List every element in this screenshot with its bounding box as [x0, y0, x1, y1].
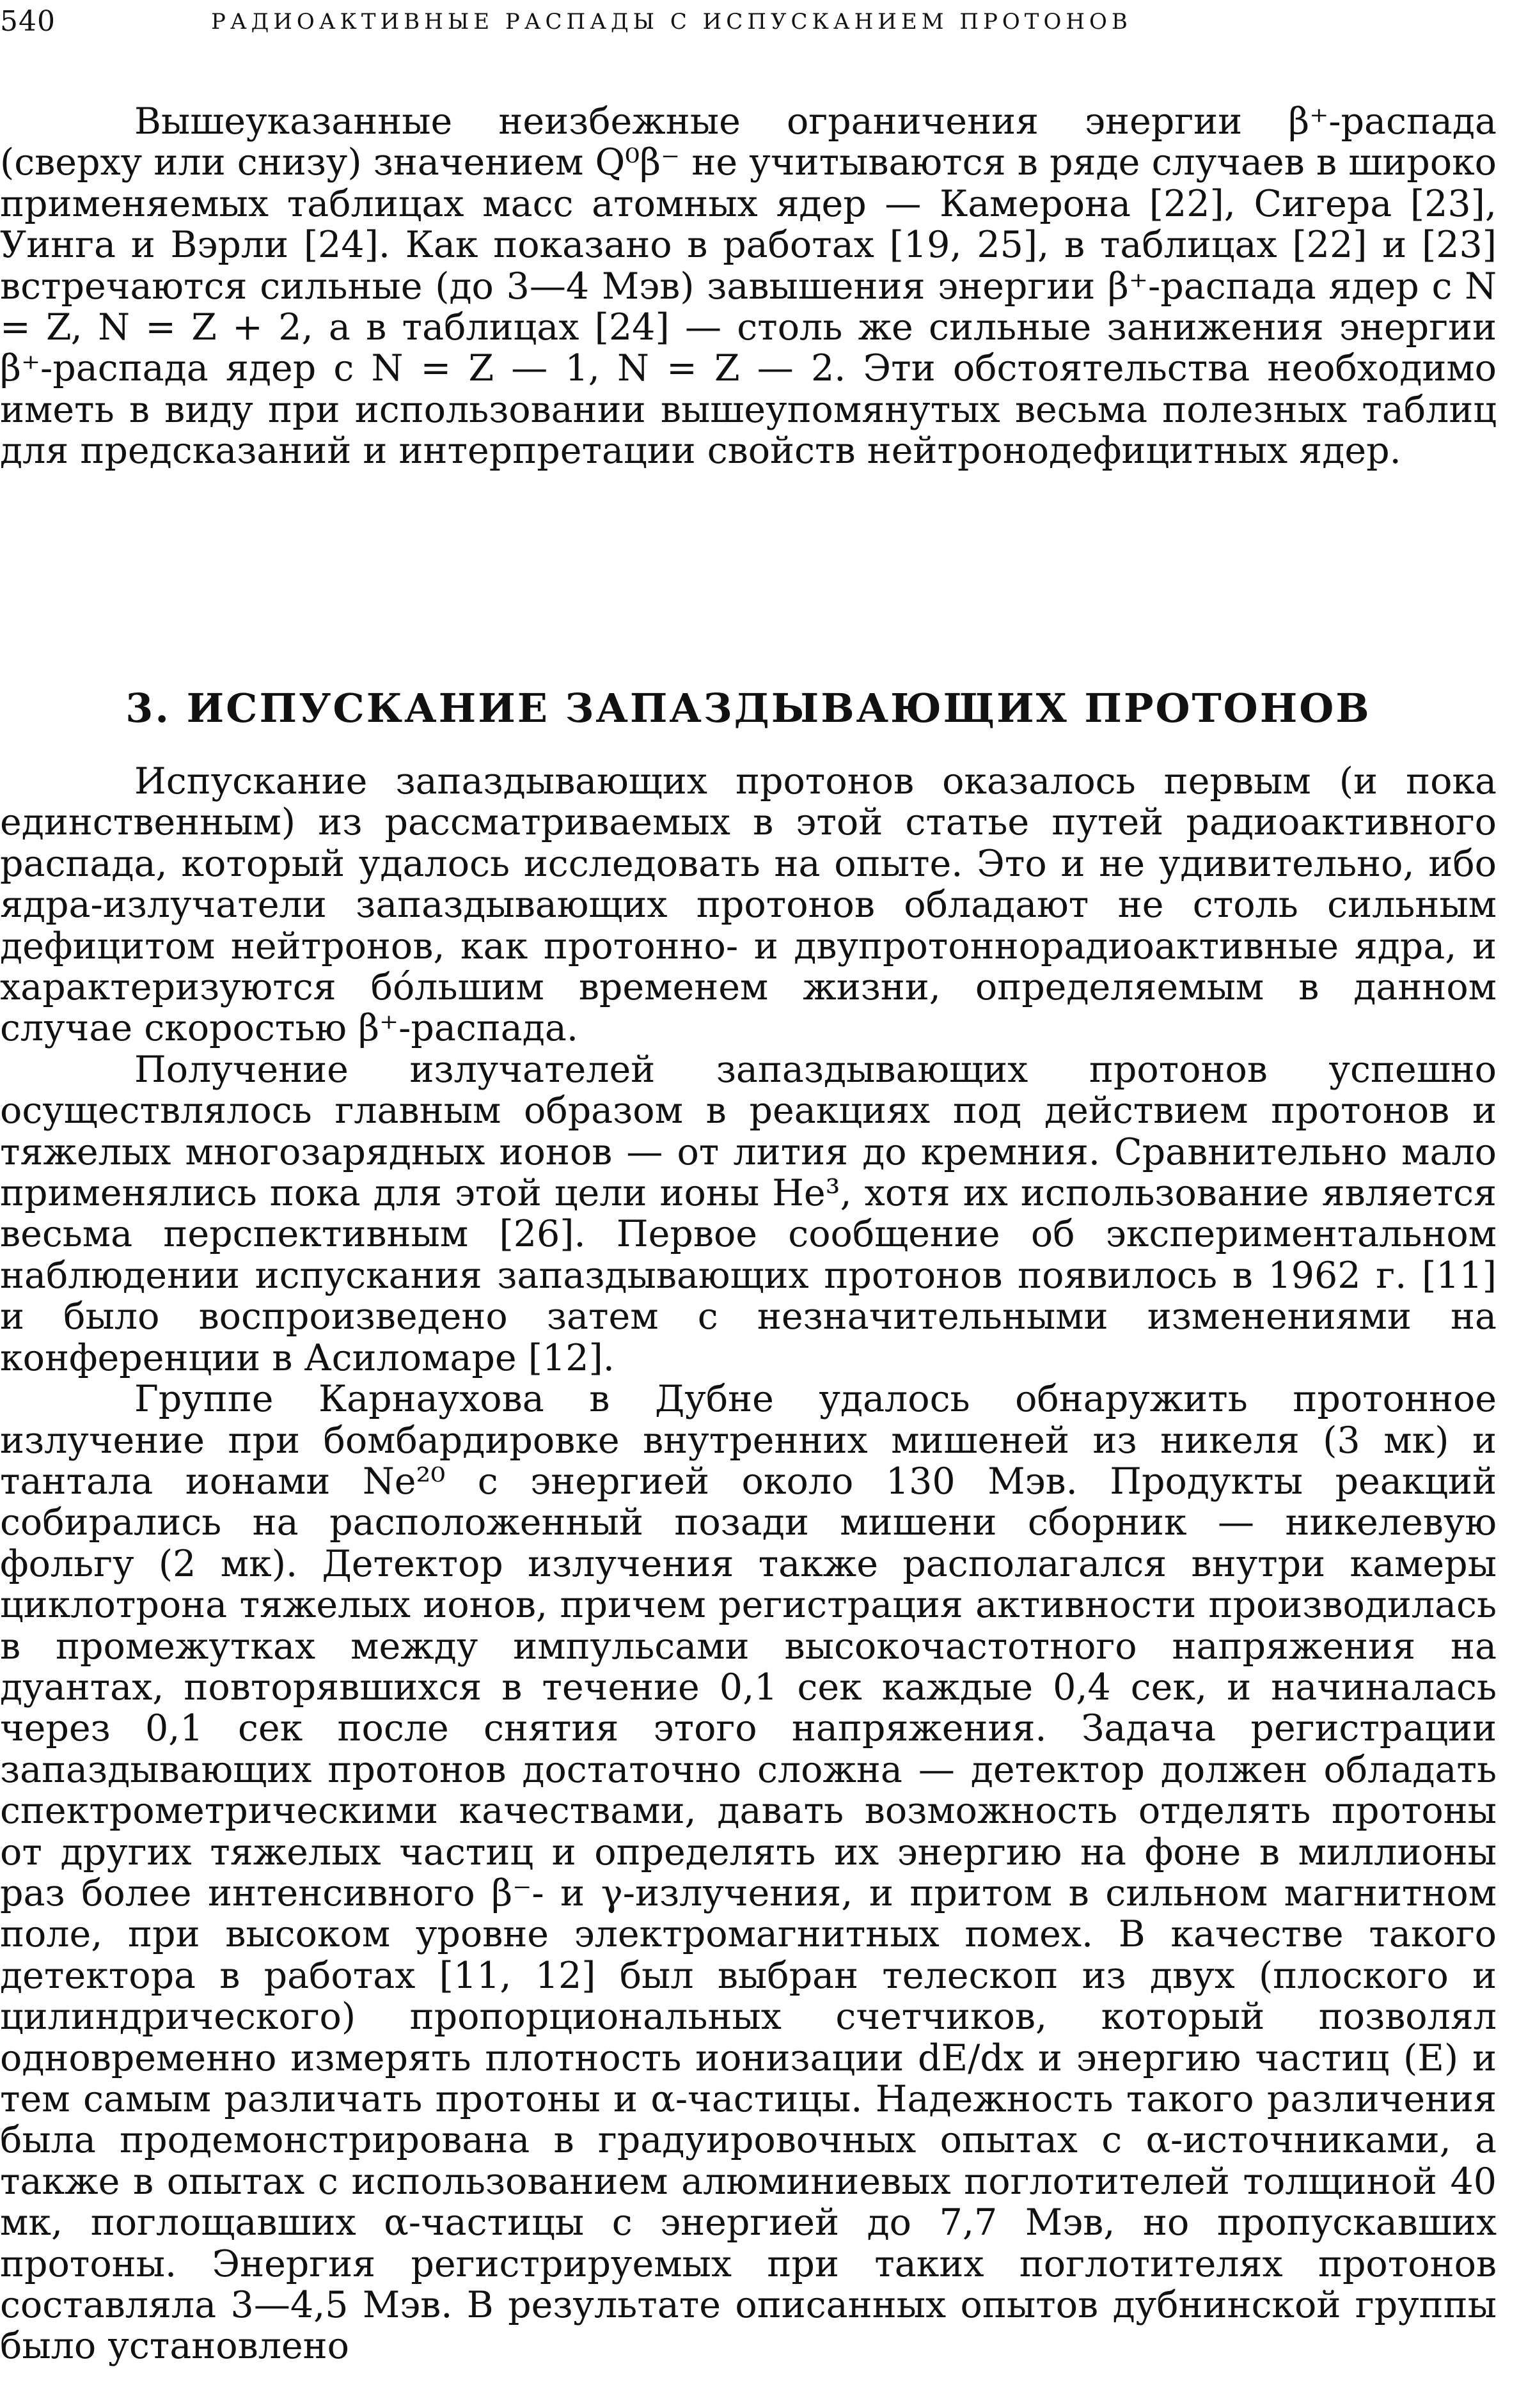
- paragraph: Группе Карнаухова в Дубне удалось обнаружить протонное излучение при бомбардировке внутренних мишеней из никеля (3 мк) и тантала ионами Ne²⁰ с энергией около 130 Мэв. Продукты реакций собирались на расположенный позади мишени сборник — никелевую фольгу (2 мк). Детектор излучения также располагался внутри камеры циклотрона тяжелых ионов, причем регистрация активности производилась в промежутках между импульсами высокочастотного напряжения на дуантах, повторявшихся в течение 0,1 сек каждые 0,4 сек, и начиналась через 0,1 сек после снятия этого напряжения. Задача регистрации запаздывающих протонов достаточно сложна — детектор должен обладать спектрометрическими качествами, давать возможность отделять протоны от других тяжелых частиц и определять их энергию на фоне в миллионы раз более интенсивного β⁻- и γ-излучения, и притом в сильном магнитном поле, при высоком уровне электромагнитных помех. В качестве такого детектора в работах [11, 12] был выбран телескоп из двух (плоского и цилиндрического) пропорциональных счетчиков, который позволял одновременно измерять плотность ионизации dE/dx и энергию частиц (E) и тем самым различать протоны и α-частицы. Надежность такого различения была продемонстрирована в градуировочных опытах с α-источниками, а также в опытах с использованием алюминиевых поглотителей толщиной 40 мк, поглощавших α-частицы с энергией до 7,7 Мэв, но пропускавших протоны. Энергия регистрируемых при таких поглотителях протонов составляла 3—4,5 Мэв. В результате описанных опытов дубнинской группы было установлено: [0, 1378, 1497, 2368]
- page-header: [0, 5, 1535, 50]
- section-heading: 3. ИСПУСКАНИЕ ЗАПАЗДЫВАЮЩИХ ПРОТОНОВ: [125, 685, 1371, 732]
- paragraph: Получение излучателей запаздывающих протонов успешно осуществлялось главным образом в реакциях под действием протонов и тяжелых многозарядных ионов — от лития до кремния. Сравнительно мало применялись пока для этой цели ионы He³, хотя их использование является весьма перспективным [26]. Первое сообщение об экспериментальном наблюдении испускания запаздывающих протонов появилось в 1962 г. [11] и было воспроизведено затем с незначительными изменениями на конференции в Асиломаре [12].: [0, 1048, 1497, 1379]
- paragraph: Испускание запаздывающих протонов оказалось первым (и пока единственным) из рассматриваемых в этой статье путей радиоактивного распада, который удалось исследовать на опыте. Это и не удивительно, ибо ядра-излучатели запаздывающих протонов обладают не столь сильным дефицитом нейтронов, как протонно- и двупротоннорадиоактивные ядра, и характеризуются бо́льшим временем жизни, определяемым в данном случае скоростью β⁺-распада.: [0, 760, 1497, 1050]
- running-title: РАДИОАКТИВНЫЕ РАСПАДЫ С ИСПУСКАНИЕМ ПРОТОНОВ: [211, 9, 1132, 35]
- section-text-block: [0, 761, 1497, 2367]
- paragraph: Вышеуказанные неизбежные ограничения энергии β⁺-распада (сверху или снизу) значением Q⁰β⁻ не учитываются в ряде случаев в широко применяемых таблицах масс атомных ядер — Камерона [22], Сигера [23], Уинга и Вэрли [24]. Как показано в работах [19, 25], в таблицах [22] и [23] встречаются сильные (до 3—4 Мэв) завышения энергии β⁺-распада ядер с N = Z, N = Z + 2, а в таблицах [24] — столь же сильные занижения энергии β⁺-распада ядер с N = Z — 1, N = Z — 2. Эти обстоятельства необходимо иметь в виду при использовании вышеупомянутых весьма полезных таблиц для предсказаний и интерпретации свойств нейтронодефицитных ядер.: [0, 100, 1497, 473]
- intro-text-block: [0, 101, 1497, 472]
- page-number: 540: [0, 5, 56, 38]
